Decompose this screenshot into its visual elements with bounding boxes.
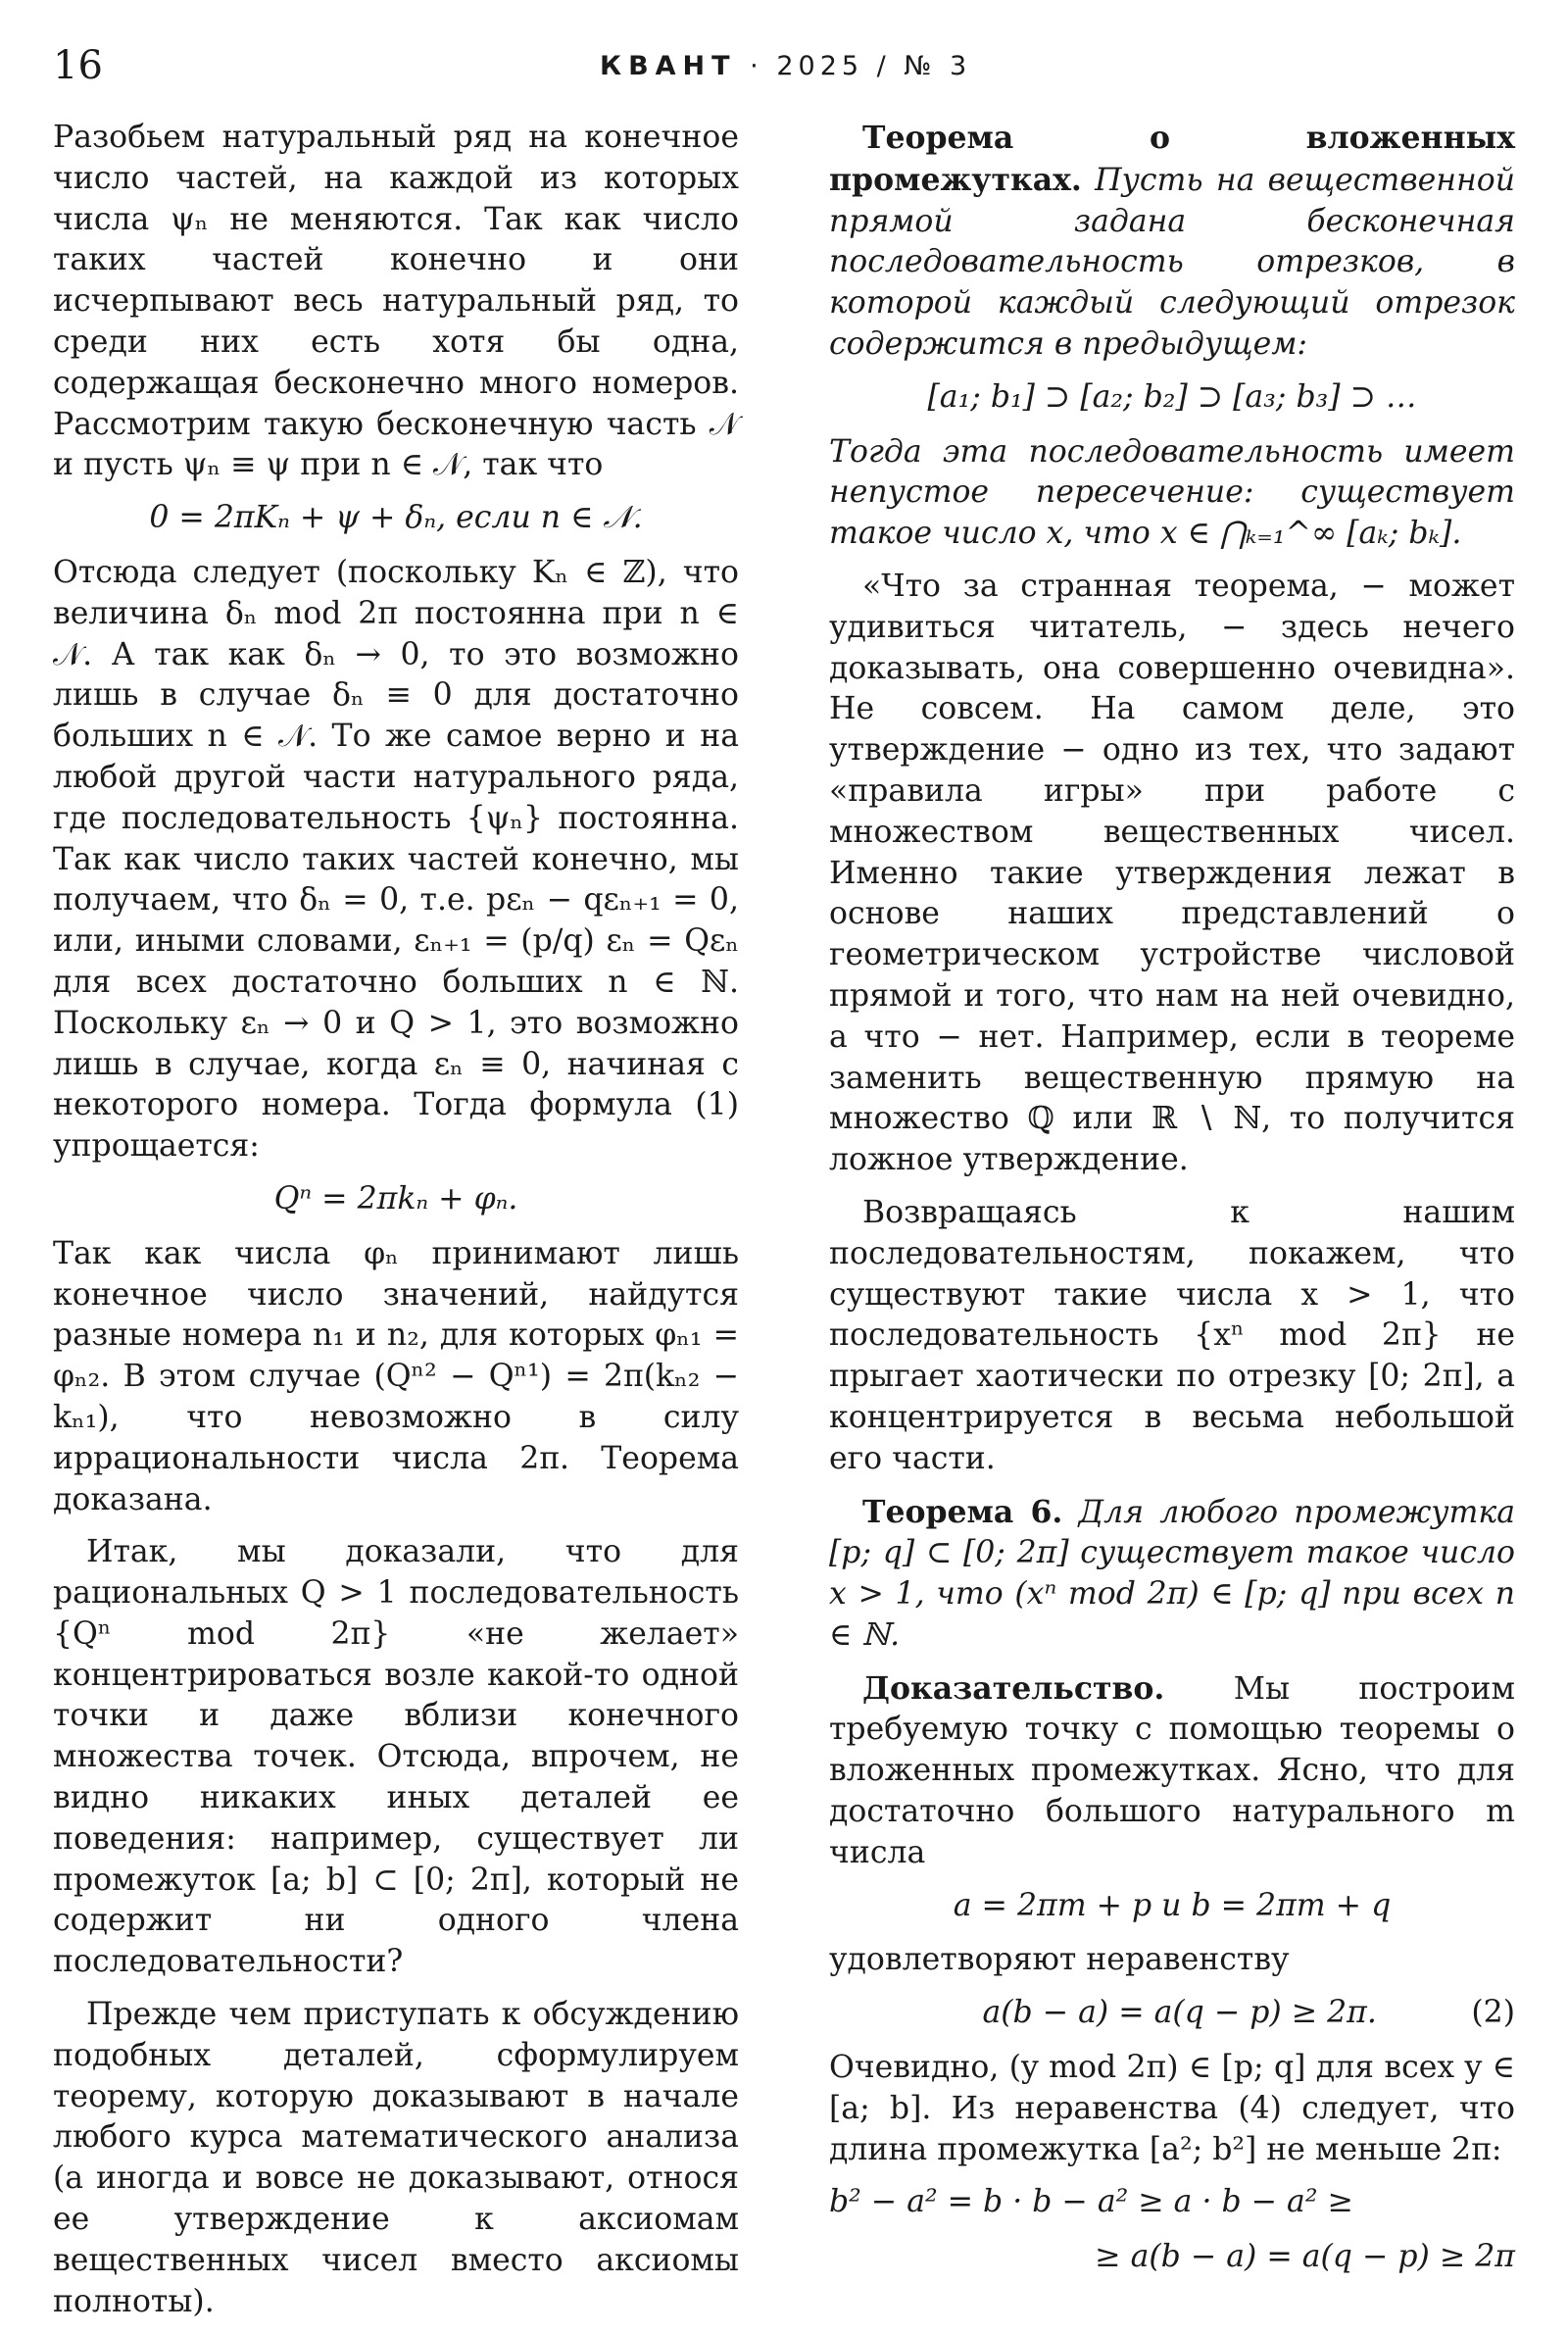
issue-number: 2025 / № 3: [776, 51, 972, 81]
equation-number: (2): [1471, 1995, 1515, 2031]
header-separator: ·: [750, 51, 763, 81]
running-head: [600, 51, 971, 81]
formula: Qⁿ = 2πkₙ + φₙ.: [273, 1180, 518, 1217]
paragraph: Очевидно, (y mod 2π) ∈ [p; q] для всех y ∈ [a; b]. Из неравенства (4) следует, что длина промежутка [a²; b²] не меньше 2π:: [829, 2050, 1515, 2167]
theorem-body: Пусть на вещественной прямой задана бесконечная последовательность отрезков, в которой каждый следующий отрезок содержится в предыдущем:: [829, 162, 1516, 362]
formula: b² − a² = b · b − a² ≥ a · b − a² ≥: [829, 2184, 1353, 2220]
theorem-body: Для любого промежутка [p; q] ⊂ [0; 2π] существует такое число x > 1, что (xⁿ mod 2π) ∈ [p; q] при всех n ∈ ℕ.: [829, 1494, 1516, 1653]
paragraph: Прежде чем приступать к обсуждению подобных деталей, сформулируем теорему, которую доказывают в начале любого курса математического анализа (а иногда и вовсе не доказывают, относя ее утверждение к аксиомам вещественных чисел вместо аксиомы полноты).: [53, 1997, 739, 2319]
formula: a(b − a) = a(q − p) ≥ 2π.: [982, 1995, 1377, 2031]
theorem-6: [829, 1492, 1515, 1657]
theorem-conclusion: Тогда эта последовательность имеет непустое пересечение: существует такое число x, что x ∈ ⋂ₖ₌₁^∞ [aₖ; bₖ].: [829, 433, 1515, 552]
numbered-formula: [829, 1993, 1515, 2034]
journal-title: КВАНТ: [600, 51, 737, 81]
right-column: [829, 118, 1515, 2288]
proof-title: Доказательство.: [862, 1669, 1165, 1707]
page-header: [0, 43, 1568, 102]
proof: [829, 1668, 1515, 1874]
proof-body: Мы построим требуемую точку с помощью теоремы о вложенных промежутках. Ясно, что для достаточно большого натурального m числа: [829, 1670, 1515, 1870]
formula: [a₁; b₁] ⊃ [a₂; b₂] ⊃ [a₃; b₃] ⊃ …: [927, 378, 1417, 415]
paragraph: «Что за странная теорема, − может удивиться читатель, − здесь нечего доказывать, она совершенно очевидна». Не совсем. На самом деле, это утверждение − одно из тех, что задают «правила игры» при работе с множеством вещественных чисел. Именно такие утверждения лежат в основе наших представлений о геометрическом устройстве числовой прямой и того, что нам на ней очевидно, а что − нет. Например, если в теореме заменить вещественную прямую на множество ℚ или ℝ ∖ ℕ, то получится ложное утверждение.: [829, 568, 1515, 1178]
paragraph: Так как числа φₙ принимают лишь конечное число значений, найдутся разные номера n₁ и n₂, для которых φₙ₁ = φₙ₂. В этом случае (Qⁿ² − Qⁿ¹) = 2π(kₙ₂ − kₙ₁), что невозможно в силу иррациональности числа 2π. Теорема доказана.: [53, 1235, 739, 1517]
theorem-title: Теорема 6.: [862, 1493, 1063, 1530]
formula: ≥ a(b − a) = a(q − p) ≥ 2π: [1095, 2239, 1515, 2275]
paragraph: Возвращаясь к нашим последовательностям, покажем, что существуют такие числа x > 1, что последовательность {xⁿ mod 2π} не прыгает хаотически по отрезку [0; 2π], а концентрируется в весьма небольшой его части.: [829, 1194, 1515, 1476]
formula: 0 = 2πKₙ + ψ + δₙ, если n ∈ 𝒩.: [149, 500, 643, 536]
page-number: 16: [53, 43, 103, 88]
paragraph: Итак, мы доказали, что для рациональных Q > 1 последовательность {Qⁿ mod 2π} «не желает» концентрироваться возле какой-то одной точки и даже вблизи конечного множества точек. Отсюда, впрочем, не видно никаких иных деталей ее поведения: например, существует ли промежуток [a; b] ⊂ [0; 2π], который не содержит ни одного члена последовательности?: [53, 1534, 739, 1980]
theorem-nested-intervals: [829, 118, 1515, 366]
paragraph: удовлетворяют неравенству: [829, 1942, 1290, 1978]
paragraph: Отсюда следует (поскольку Kₙ ∈ ℤ), что величина δₙ mod 2π постоянна при n ∈ 𝒩. А так как δₙ → 0, то это возможно лишь в случае δₙ ≡ 0 для достаточно больших n ∈ 𝒩. То же самое верно и на любой другой части натурального ряда, где последовательность {ψₙ} постоянна. Так как число таких частей конечно, мы получаем, что δₙ = 0, т.е. pεₙ − qεₙ₊₁ = 0, или, иными словами, εₙ₊₁ = (p/q) εₙ = Qεₙ для всех достаточно больших n ∈ ℕ. Поскольку εₙ → 0 и Q > 1, это возможно лишь в случае, когда εₙ ≡ 0, начиная с некоторого номера. Тогда формула (1) упрощается:: [53, 554, 739, 1165]
formula: a = 2πm + p и b = 2πm + q: [953, 1887, 1392, 1923]
paragraph: Разобьем натуральный ряд на конечное число частей, на каждой из которых числа ψₙ не меняются. Так как число таких частей конечно и они исчерпывают весь натуральный ряд, то среди них есть хотя бы одна, содержащая бесконечно много номеров. Рассмотрим такую бесконечную часть 𝒩 и пусть ψₙ ≡ ψ при n ∈ 𝒩, так что: [53, 120, 739, 483]
theorem-title: Теорема о вложенных промежутках.: [829, 120, 1515, 198]
left-column: [53, 118, 739, 2334]
